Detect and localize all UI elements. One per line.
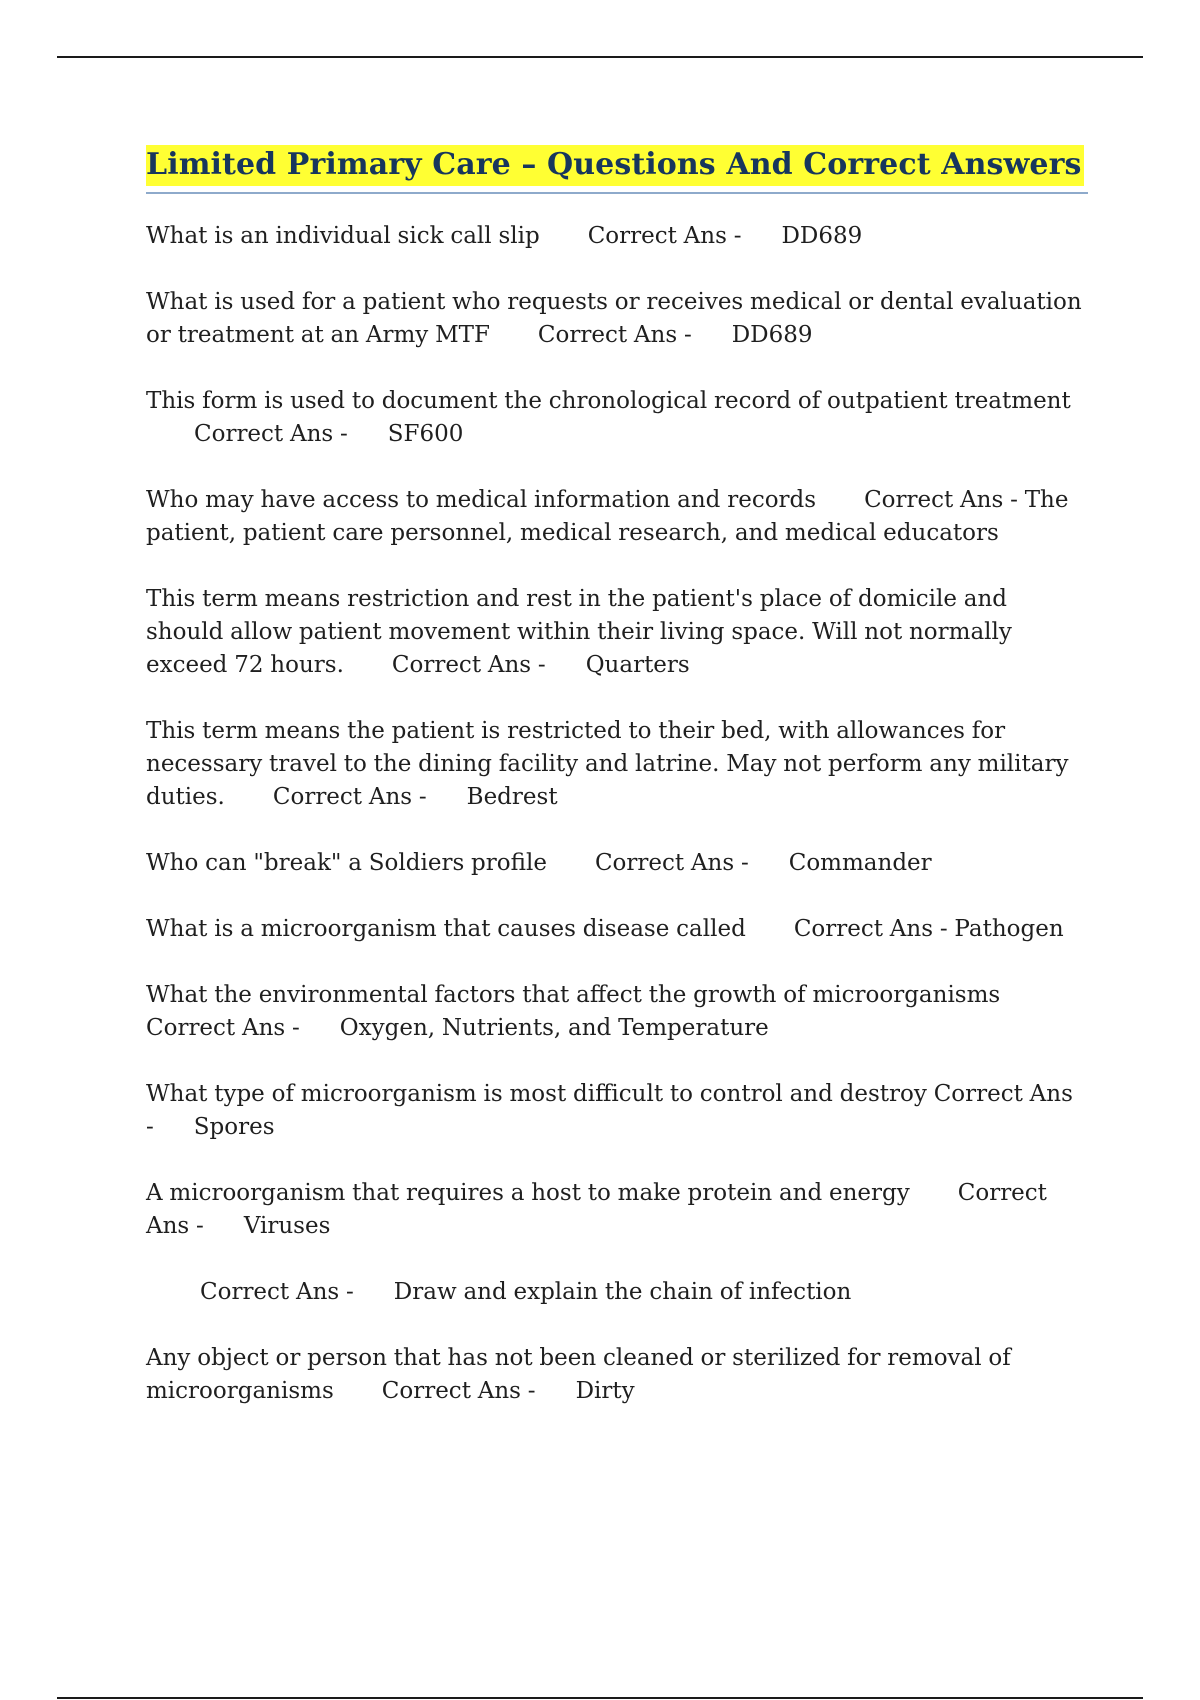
answer-label: Correct Ans - bbox=[272, 784, 427, 810]
qa-item bbox=[146, 220, 1086, 253]
answer-text: DD689 bbox=[781, 223, 863, 249]
footer-rule bbox=[57, 1697, 1143, 1699]
header-rule bbox=[57, 56, 1143, 58]
answer-label: Correct Ans - bbox=[146, 1081, 1073, 1140]
qa-item bbox=[146, 286, 1086, 352]
question-text: A microorganism that requires a host to make protein and energy bbox=[146, 1180, 910, 1206]
title-highlight bbox=[146, 145, 1084, 186]
qa-item bbox=[146, 715, 1086, 814]
question-text: Who may have access to medical information and records bbox=[146, 487, 817, 513]
answer-text: Bedrest bbox=[466, 784, 558, 810]
qa-item bbox=[146, 484, 1086, 550]
question-text: Who can "break" a Soldiers profile bbox=[146, 850, 547, 876]
question-text: What is used for a patient who requests or receives medical or dental evaluation or treatment at an Army MTF bbox=[146, 289, 1082, 348]
answer-text: Dirty bbox=[575, 1378, 635, 1404]
question-text: What is an individual sick call slip bbox=[146, 223, 540, 249]
qa-item bbox=[146, 385, 1086, 451]
answer-label: Correct Ans - bbox=[587, 223, 742, 249]
question-text: What type of microorganism is most difficult to control and destroy bbox=[146, 1081, 927, 1107]
answer-label: Correct Ans - bbox=[537, 322, 692, 348]
question-text: What is a microorganism that causes disease called bbox=[146, 916, 746, 942]
answer-label: Correct Ans - bbox=[381, 1378, 536, 1404]
document-body bbox=[146, 145, 1086, 1441]
answer-label: Correct Ans - bbox=[146, 1180, 1047, 1239]
answer-text: Draw and explain the chain of infection bbox=[393, 1279, 852, 1305]
answer-label: Correct Ans - bbox=[793, 916, 948, 942]
answer-label: Correct Ans - bbox=[594, 850, 749, 876]
answer-label: Correct Ans - bbox=[194, 421, 348, 447]
qa-item bbox=[146, 1342, 1086, 1408]
answer-text: Quarters bbox=[585, 652, 690, 678]
qa-item bbox=[146, 847, 1086, 880]
answer-text: The patient, patient care personnel, medical research, and medical educators bbox=[146, 487, 1069, 546]
answer-label: Correct Ans - bbox=[391, 652, 546, 678]
answer-text: SF600 bbox=[387, 421, 464, 447]
answer-text: Commander bbox=[788, 850, 932, 876]
answer-text: Pathogen bbox=[954, 916, 1064, 942]
answer-label: Correct Ans - bbox=[146, 1015, 300, 1041]
title-underline bbox=[146, 192, 1088, 194]
answer-label: Correct Ans - bbox=[200, 1279, 354, 1305]
question-text: This form is used to document the chronological record of outpatient treatment bbox=[146, 388, 1071, 414]
qa-list bbox=[146, 220, 1086, 1408]
answer-text: Oxygen, Nutrients, and Temperature bbox=[339, 1015, 769, 1041]
answer-text: DD689 bbox=[731, 322, 813, 348]
question-text: This term means restriction and rest in the patient's place of domicile and should allow patient movement within their living space. Will not normally exceed 72 hours. bbox=[146, 586, 1012, 678]
question-text: What the environmental factors that affect the growth of microorganisms bbox=[146, 982, 1001, 1008]
qa-item bbox=[146, 1177, 1086, 1243]
qa-item bbox=[146, 913, 1086, 946]
qa-item bbox=[146, 979, 1086, 1045]
question-text: Any object or person that has not been cleaned or sterilized for removal of microorganisms bbox=[146, 1345, 1011, 1404]
qa-item bbox=[146, 583, 1086, 682]
qa-item bbox=[146, 1276, 1086, 1309]
document-title: Limited Primary Care – Questions And Correct Answers bbox=[146, 147, 1082, 182]
qa-item bbox=[146, 1078, 1086, 1144]
answer-text: Spores bbox=[193, 1114, 275, 1140]
answer-label: Correct Ans - bbox=[864, 487, 1018, 513]
question-text: This term means the patient is restricted to their bed, with allowances for necessary travel to the dining facility and latrine. May not perform any military duties. bbox=[146, 718, 1069, 810]
answer-text: Viruses bbox=[243, 1213, 331, 1239]
